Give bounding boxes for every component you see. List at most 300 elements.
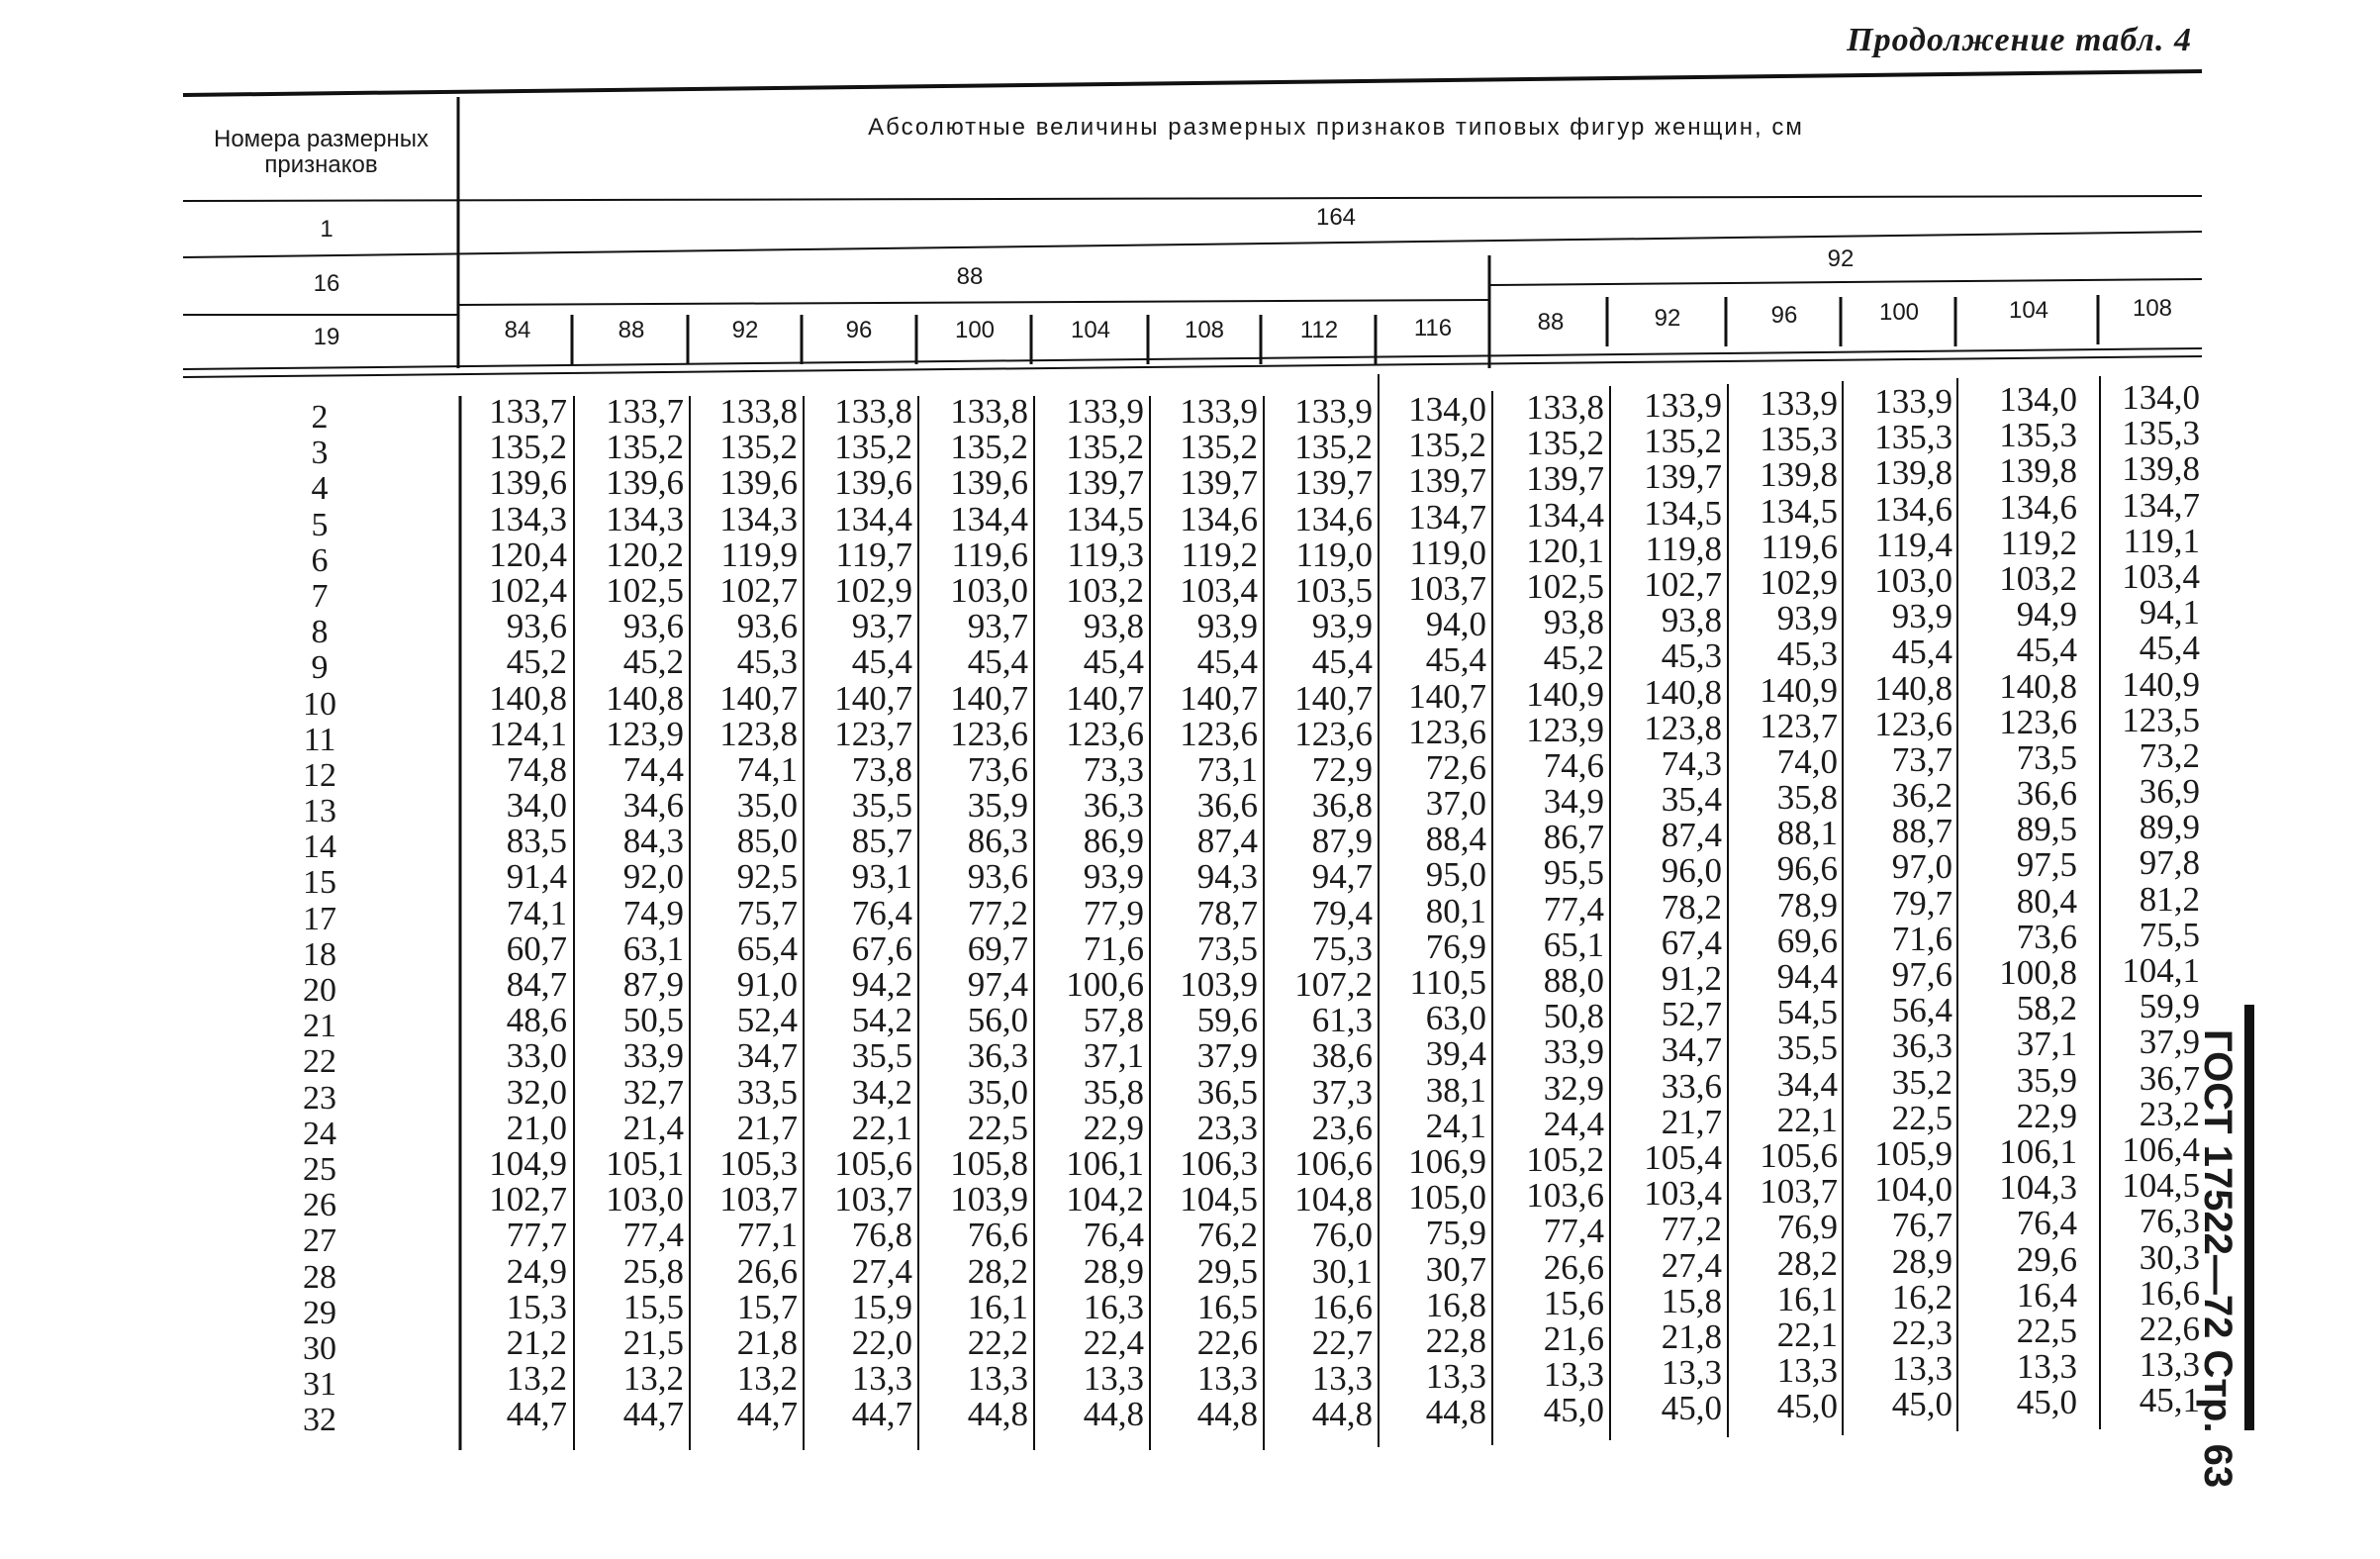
- table-cell: 135,2: [1180, 428, 1258, 467]
- table-cell: 36,2: [1891, 776, 1952, 816]
- table-cell: 84,3: [622, 822, 684, 861]
- table-cell: 119,0: [1409, 533, 1486, 572]
- table-cell: 13,3: [967, 1359, 1028, 1399]
- table-cell: 34,4: [1776, 1064, 1838, 1104]
- table-cell: 135,3: [2122, 414, 2200, 453]
- table-cell: 120,2: [606, 535, 684, 574]
- table-cell: 36,8: [1311, 786, 1373, 826]
- table-cell: 26,6: [1543, 1247, 1604, 1287]
- table-cell: 76,7: [1891, 1206, 1952, 1245]
- table-cell: 104,1: [2122, 951, 2200, 990]
- row-number: 18: [303, 935, 336, 973]
- table-cell: 134,7: [2122, 485, 2200, 525]
- table-cell: 87,9: [622, 965, 684, 1004]
- col-header: 92: [731, 317, 759, 343]
- col-header: 108: [2132, 295, 2173, 322]
- table-cell: 77,4: [1543, 889, 1604, 928]
- col-header: 112: [1299, 317, 1339, 343]
- data-column: [1731, 386, 1838, 1424]
- table-cell: 139,7: [1180, 463, 1258, 503]
- table-cell: 106,6: [1294, 1143, 1373, 1183]
- col-header: 96: [1770, 302, 1798, 329]
- table-cell: 103,0: [606, 1180, 684, 1219]
- table-cell: 103,7: [719, 1180, 798, 1219]
- table-cell: 135,2: [489, 428, 567, 467]
- data-column: [1613, 388, 1722, 1426]
- table-cell: 15,9: [851, 1287, 912, 1326]
- table-cell: 123,6: [1874, 704, 1952, 743]
- table-cell: 77,4: [622, 1216, 684, 1255]
- table-cell: 34,0: [506, 786, 567, 826]
- table-cell: 35,5: [851, 1036, 912, 1076]
- table-cell: 106,1: [1999, 1131, 2077, 1171]
- table-cell: 34,2: [851, 1072, 912, 1112]
- table-cell: 45,4: [851, 642, 912, 682]
- table-cell: 120,4: [489, 535, 567, 574]
- col-header: 104: [1070, 317, 1111, 343]
- table-cell: 93,9: [1196, 607, 1258, 646]
- row-number: 31: [303, 1366, 336, 1404]
- table-cell: 140,8: [1874, 668, 1952, 708]
- table-cell: 133,7: [489, 392, 567, 431]
- table-cell: 103,6: [1526, 1176, 1604, 1216]
- data-column: [1846, 384, 1952, 1422]
- table-cell: 73,2: [2139, 735, 2200, 775]
- table-cell: 13,2: [736, 1359, 798, 1399]
- table-cell: 35,5: [851, 786, 912, 826]
- table-cell: 45,4: [1311, 642, 1373, 682]
- table-cell: 13,3: [1661, 1353, 1722, 1393]
- table-cell: 95,5: [1543, 853, 1604, 893]
- table-cell: 94,2: [851, 965, 912, 1004]
- feature-16-label: 16: [313, 270, 340, 297]
- table-cell: 134,5: [1644, 493, 1722, 533]
- table-cell: 16,5: [1196, 1287, 1258, 1326]
- table-cell: 123,6: [950, 714, 1028, 753]
- table-cell: 93,6: [622, 607, 684, 646]
- table-cell: 22,1: [851, 1108, 912, 1147]
- table-cell: 59,6: [1196, 1001, 1258, 1040]
- data-column: [1381, 392, 1486, 1430]
- row-number: 32: [303, 1402, 336, 1439]
- table-cell: 30,3: [2139, 1237, 2200, 1277]
- table-cell: 93,6: [967, 857, 1028, 897]
- table-cell: 134,5: [1760, 491, 1838, 531]
- table-cell: 45,0: [1776, 1387, 1838, 1426]
- table-cell: 103,2: [1066, 570, 1144, 610]
- table-cell: 134,4: [834, 499, 912, 538]
- table-cell: 93,9: [1311, 607, 1373, 646]
- table-cell: 15,8: [1661, 1281, 1722, 1320]
- table-cell: 96,6: [1776, 849, 1838, 889]
- table-cell: 73,7: [1891, 739, 1952, 779]
- table-cell: 36,3: [967, 1036, 1028, 1076]
- table-cell: 63,0: [1425, 999, 1486, 1038]
- table-cell: 21,7: [736, 1108, 798, 1147]
- table-cell: 85,7: [851, 822, 912, 861]
- table-cell: 96,0: [1661, 851, 1722, 891]
- table-cell: 44,8: [1425, 1393, 1486, 1432]
- table-cell: 105,3: [719, 1143, 798, 1183]
- table-cell: 103,4: [1180, 570, 1258, 610]
- table-cell: 104,5: [1180, 1180, 1258, 1219]
- table-cell: 139,8: [2122, 449, 2200, 489]
- col-header: 96: [845, 317, 873, 343]
- table-cell: 140,9: [1526, 674, 1604, 714]
- table-cell: 94,4: [1776, 957, 1838, 996]
- table-cell: 140,8: [1644, 672, 1722, 712]
- table-cell: 76,4: [851, 893, 912, 932]
- row-number: 21: [303, 1008, 336, 1045]
- table-cell: 140,7: [1180, 678, 1258, 718]
- table-cell: 106,1: [1066, 1143, 1144, 1183]
- table-cell: 87,4: [1661, 816, 1722, 855]
- table-cell: 80,4: [2016, 881, 2077, 921]
- row-number: 7: [311, 577, 329, 615]
- table-cell: 54,2: [851, 1001, 912, 1040]
- col-header: 84: [504, 317, 531, 343]
- group-92-label: 92: [1827, 245, 1855, 272]
- table-cell: 139,7: [1066, 463, 1144, 503]
- table-cell: 97,5: [2016, 845, 2077, 885]
- table-cell: 21,0: [506, 1108, 567, 1147]
- table-cell: 106,3: [1180, 1143, 1258, 1183]
- table-cell: 22,5: [1891, 1098, 1952, 1137]
- table-cell: 34,7: [1661, 1030, 1722, 1070]
- table-cell: 24,4: [1543, 1104, 1604, 1143]
- table-cell: 103,4: [1644, 1174, 1722, 1214]
- table-cell: 28,2: [967, 1251, 1028, 1291]
- table-cell: 24,1: [1425, 1106, 1486, 1145]
- side-footer: ГОСТ 17522—72 Стр. 63: [2196, 1029, 2239, 1489]
- table-cell: 35,2: [1891, 1062, 1952, 1102]
- table-cell: 45,0: [1661, 1389, 1722, 1428]
- table-cell: 36,3: [1083, 786, 1144, 826]
- table-cell: 32,9: [1543, 1068, 1604, 1108]
- table-cell: 34,9: [1543, 782, 1604, 822]
- table-cell: 23,6: [1311, 1108, 1373, 1147]
- table-cell: 87,4: [1196, 822, 1258, 861]
- table-cell: 87,9: [1311, 822, 1373, 861]
- table-cell: 102,5: [606, 570, 684, 610]
- table-cell: 56,0: [967, 1001, 1028, 1040]
- table-cell: 135,2: [606, 428, 684, 467]
- row-number: 12: [303, 756, 336, 794]
- table-cell: 22,8: [1425, 1320, 1486, 1360]
- table-cell: 33,5: [736, 1072, 798, 1112]
- table-cell: 103,7: [1408, 568, 1486, 608]
- table-cell: 76,4: [1083, 1216, 1144, 1255]
- table-cell: 133,8: [950, 392, 1028, 431]
- table-cell: 104,5: [2122, 1166, 2200, 1206]
- table-cell: 77,2: [967, 893, 1028, 932]
- row-number: 9: [311, 649, 329, 687]
- row-number: 25: [303, 1150, 336, 1188]
- table-cell: 22,9: [2016, 1096, 2077, 1135]
- table-cell: 140,7: [719, 678, 798, 718]
- table-cell: 134,7: [1408, 497, 1486, 536]
- table-cell: 110,5: [1409, 963, 1486, 1002]
- table-cell: 52,7: [1661, 995, 1722, 1034]
- table-cell: 74,6: [1543, 745, 1604, 785]
- col-header: 100: [1878, 299, 1920, 326]
- table-cell: 36,7: [2139, 1058, 2200, 1098]
- data-column: [1037, 394, 1144, 1432]
- table-cell: 140,8: [606, 678, 684, 718]
- table-cell: 139,7: [1644, 457, 1722, 497]
- table-cell: 93,9: [1891, 597, 1952, 636]
- table-cell: 15,3: [506, 1287, 567, 1326]
- table-cell: 22,4: [1083, 1322, 1144, 1362]
- table-cell: 44,8: [1196, 1395, 1258, 1434]
- table-cell: 36,6: [2016, 774, 2077, 814]
- table-cell: 97,8: [2139, 843, 2200, 883]
- table-cell: 77,7: [506, 1216, 567, 1255]
- table-cell: 86,3: [967, 822, 1028, 861]
- row-number: 26: [303, 1187, 336, 1224]
- table-cell: 134,5: [1066, 499, 1144, 538]
- table-cell: 45,2: [1543, 638, 1604, 678]
- table-cell: 35,5: [1776, 1028, 1838, 1068]
- table-cell: 84,7: [506, 965, 567, 1004]
- table-cell: 22,0: [851, 1322, 912, 1362]
- table-cell: 61,3: [1311, 1001, 1373, 1040]
- table-cell: 140,9: [1760, 670, 1838, 710]
- table-cell: 73,8: [851, 749, 912, 789]
- table-cell: 21,8: [736, 1322, 798, 1362]
- table-cell: 139,7: [1294, 463, 1373, 503]
- table-cell: 134,4: [1526, 495, 1604, 535]
- table-cell: 76,9: [1425, 926, 1486, 966]
- table-cell: 119,0: [1295, 535, 1373, 574]
- table-cell: 32,0: [506, 1072, 567, 1112]
- table-cell: 76,2: [1196, 1216, 1258, 1255]
- table-cell: 123,6: [1999, 702, 2077, 741]
- data-column: [577, 394, 684, 1432]
- table-cell: 45,4: [1083, 642, 1144, 682]
- table-cell: 92,5: [736, 857, 798, 897]
- table-cell: 92,0: [622, 857, 684, 897]
- table-cell: 93,8: [1543, 603, 1604, 642]
- table-cell: 28,9: [1083, 1251, 1144, 1291]
- row-number: 27: [303, 1222, 336, 1260]
- table-cell: 119,8: [1645, 529, 1722, 568]
- table-cell: 77,2: [1661, 1210, 1722, 1249]
- table-cell: 22,6: [1196, 1322, 1258, 1362]
- table-cell: 85,0: [736, 822, 798, 861]
- table-cell: 134,6: [1874, 489, 1952, 529]
- table-cell: 140,7: [834, 678, 912, 718]
- table-cell: 119,2: [2000, 523, 2077, 562]
- table-cell: 44,8: [1311, 1395, 1373, 1434]
- table-cell: 123,6: [1180, 714, 1258, 753]
- row-number: 13: [303, 793, 336, 830]
- table-cell: 65,4: [736, 928, 798, 968]
- table-cell: 135,3: [1999, 416, 2077, 455]
- table-cell: 119,6: [1761, 527, 1838, 566]
- table-cell: 102,7: [1644, 564, 1722, 604]
- table-cell: 106,9: [1408, 1141, 1486, 1181]
- table-cell: 16,8: [1425, 1285, 1486, 1324]
- table-cell: 21,7: [1661, 1102, 1722, 1141]
- table-cell: 119,2: [1181, 535, 1258, 574]
- table-cell: 105,9: [1874, 1133, 1952, 1173]
- table-cell: 135,2: [1408, 426, 1486, 465]
- table-cell: 81,2: [2139, 879, 2200, 919]
- table-cell: 123,5: [2122, 700, 2200, 739]
- table-cell: 77,9: [1083, 893, 1144, 932]
- table-cell: 36,3: [1891, 1026, 1952, 1066]
- table-cell: 139,6: [489, 463, 567, 503]
- table-cell: 100,8: [1999, 953, 2077, 992]
- table-cell: 93,1: [851, 857, 912, 897]
- table-cell: 73,3: [1083, 749, 1144, 789]
- row-number: 28: [303, 1258, 336, 1296]
- table-cell: 105,6: [834, 1143, 912, 1183]
- table-cell: 133,9: [1294, 392, 1373, 431]
- table-cell: 37,1: [2016, 1024, 2077, 1064]
- table-cell: 34,6: [622, 786, 684, 826]
- table-cell: 74,9: [622, 893, 684, 932]
- table-cell: 38,6: [1311, 1036, 1373, 1076]
- continuation-title: Продолжение табл. 4: [1847, 22, 2192, 58]
- table-cell: 134,0: [1408, 390, 1486, 429]
- table-cell: 45,4: [1425, 640, 1486, 680]
- table-cell: 21,8: [1661, 1316, 1722, 1356]
- table-cell: 135,3: [1874, 418, 1952, 457]
- table-cell: 13,3: [1891, 1349, 1952, 1389]
- row-number: 14: [303, 828, 336, 866]
- col-header: 88: [1537, 309, 1565, 336]
- table-cell: 140,7: [1294, 678, 1373, 718]
- table-cell: 123,6: [1408, 712, 1486, 751]
- table-cell: 140,9: [2122, 664, 2200, 704]
- table-cell: 69,6: [1776, 921, 1838, 960]
- table-cell: 52,4: [736, 1001, 798, 1040]
- table-cell: 45,4: [2016, 631, 2077, 670]
- table-cell: 75,9: [1425, 1214, 1486, 1253]
- table-cell: 22,6: [2139, 1309, 2200, 1348]
- table-cell: 94,0: [1425, 605, 1486, 644]
- table-cell: 54,5: [1776, 993, 1838, 1032]
- table-cell: 45,3: [1661, 636, 1722, 676]
- table-cell: 107,2: [1294, 965, 1373, 1004]
- table-cell: 21,2: [506, 1322, 567, 1362]
- table-cell: 74,3: [1661, 743, 1722, 783]
- row-number: 10: [303, 685, 336, 723]
- table-cell: 13,3: [1196, 1359, 1258, 1399]
- table-cell: 135,3: [1760, 420, 1838, 459]
- table-cell: 30,1: [1311, 1251, 1373, 1291]
- table-cell: 134,0: [2122, 378, 2200, 417]
- table-cell: 48,6: [506, 1001, 567, 1040]
- table-cell: 13,3: [2016, 1347, 2077, 1387]
- table-cell: 93,9: [1083, 857, 1144, 897]
- table-cell: 104,0: [1874, 1170, 1952, 1210]
- table-cell: 135,2: [1066, 428, 1144, 467]
- table-cell: 79,4: [1311, 893, 1373, 932]
- row-number: 2: [311, 399, 329, 436]
- table-cell: 75,5: [2139, 915, 2200, 954]
- table-cell: 69,7: [967, 928, 1028, 968]
- table-cell: 123,8: [1644, 708, 1722, 747]
- table-cell: 16,1: [1776, 1279, 1838, 1318]
- table-cell: 134,6: [1294, 499, 1373, 538]
- table-cell: 139,6: [834, 463, 912, 503]
- table-cell: 24,9: [506, 1251, 567, 1291]
- table-cell: 45,0: [1891, 1385, 1952, 1424]
- table-cell: 102,9: [1760, 562, 1838, 602]
- table-cell: 106,4: [2122, 1129, 2200, 1169]
- table-cell: 97,4: [967, 965, 1028, 1004]
- table-cell: 73,6: [967, 749, 1028, 789]
- table-cell: 33,0: [506, 1036, 567, 1076]
- table-cell: 119,9: [720, 535, 798, 574]
- table-cell: 37,0: [1425, 784, 1486, 824]
- table-cell: 22,1: [1776, 1315, 1838, 1354]
- table-cell: 133,8: [719, 392, 798, 431]
- table-cell: 139,8: [1760, 455, 1838, 495]
- table-cell: 135,2: [1644, 422, 1722, 461]
- table-cell: 133,9: [1180, 392, 1258, 431]
- table-cell: 104,3: [1999, 1168, 2077, 1208]
- table-cell: 16,4: [2016, 1275, 2077, 1315]
- table-cell: 119,6: [951, 535, 1028, 574]
- table-cell: 13,3: [1083, 1359, 1144, 1399]
- table-cell: 104,9: [489, 1143, 567, 1183]
- col-header: 88: [618, 317, 645, 343]
- table-cell: 45,1: [2139, 1381, 2200, 1420]
- table-cell: 103,0: [950, 570, 1028, 610]
- data-column: [693, 394, 798, 1432]
- table-cell: 134,3: [606, 499, 684, 538]
- table-cell: 74,1: [506, 893, 567, 932]
- table-cell: 88,1: [1776, 814, 1838, 853]
- table-cell: 102,7: [719, 570, 798, 610]
- table-cell: 88,4: [1425, 820, 1486, 859]
- table-cell: 78,9: [1776, 885, 1838, 925]
- table-cell: 88,0: [1543, 961, 1604, 1000]
- table-cell: 94,7: [1311, 857, 1373, 897]
- table-cell: 33,9: [622, 1036, 684, 1076]
- table-cell: 22,5: [967, 1108, 1028, 1147]
- table-cell: 80,1: [1425, 891, 1486, 930]
- stub-header: Номера размерных признаков: [213, 126, 429, 178]
- table-cell: 135,2: [1526, 424, 1604, 463]
- table-cell: 44,8: [967, 1395, 1028, 1434]
- table-cell: 86,9: [1083, 822, 1144, 861]
- row-number: 17: [303, 900, 336, 937]
- table-cell: 105,1: [606, 1143, 684, 1183]
- table-cell: 15,5: [622, 1287, 684, 1326]
- table-cell: 45,3: [1776, 634, 1838, 674]
- table-cell: 37,1: [1083, 1036, 1144, 1076]
- table-cell: 133,7: [606, 392, 684, 431]
- table-cell: 35,9: [967, 786, 1028, 826]
- table-cell: 133,8: [1526, 388, 1604, 427]
- table-cell: 105,6: [1760, 1135, 1838, 1175]
- table-cell: 44,7: [506, 1395, 567, 1434]
- table-cell: 119,3: [1067, 535, 1144, 574]
- table-cell: 139,7: [1526, 459, 1604, 499]
- table-cell: 93,6: [736, 607, 798, 646]
- table-cell: 133,9: [1760, 384, 1838, 423]
- row-number: 3: [311, 435, 329, 472]
- table-cell: 78,7: [1196, 893, 1258, 932]
- table-cell: 22,7: [1311, 1322, 1373, 1362]
- table-cell: 91,2: [1661, 959, 1722, 998]
- table-cell: 74,1: [736, 749, 798, 789]
